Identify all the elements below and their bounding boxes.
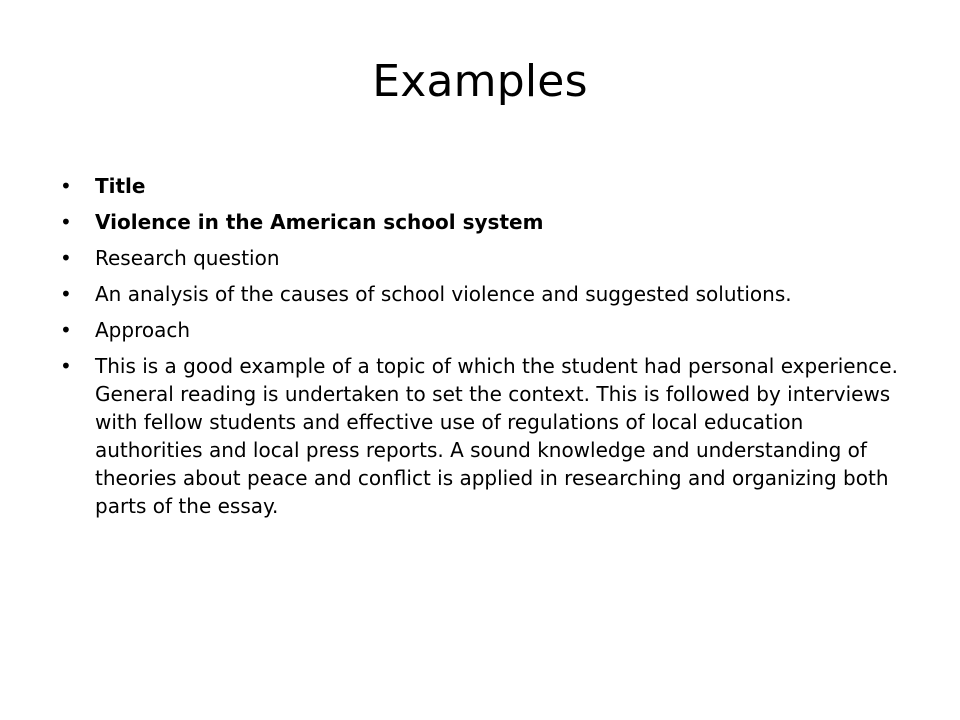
bullet-icon: • <box>60 318 72 342</box>
bullet-icon: • <box>60 246 72 270</box>
bullet-icon: • <box>60 174 72 198</box>
bullet-icon: • <box>60 210 72 234</box>
bullet-list <box>60 172 915 528</box>
bullet-item-approach-value <box>60 352 915 520</box>
slide-title: Examples <box>372 56 588 107</box>
bullet-item-title-value <box>60 208 915 236</box>
bullet-text: An analysis of the causes of school violence and suggested solutions. <box>95 282 792 306</box>
bullet-text: Approach <box>95 318 191 342</box>
bullet-item-research-question-label <box>60 244 915 272</box>
bullet-text: This is a good example of a topic of which the student had personal experience. General reading is undertaken to set the context. This is followed by interviews with fellow students and effective use of regulations of local education authorities and local press reports. A sound knowledge and understanding of theories about peace and conflict is applied in researching and organizing both parts of the essay. <box>95 354 898 518</box>
bullet-text: Title <box>95 174 146 198</box>
bullet-item-research-question-value <box>60 280 915 308</box>
bullet-text: Research question <box>95 246 280 270</box>
bullet-item-title-label <box>60 172 915 200</box>
bullet-item-approach-label <box>60 316 915 344</box>
bullet-icon: • <box>60 282 72 306</box>
bullet-text: Violence in the American school system <box>95 210 544 234</box>
bullet-icon: • <box>60 354 72 378</box>
